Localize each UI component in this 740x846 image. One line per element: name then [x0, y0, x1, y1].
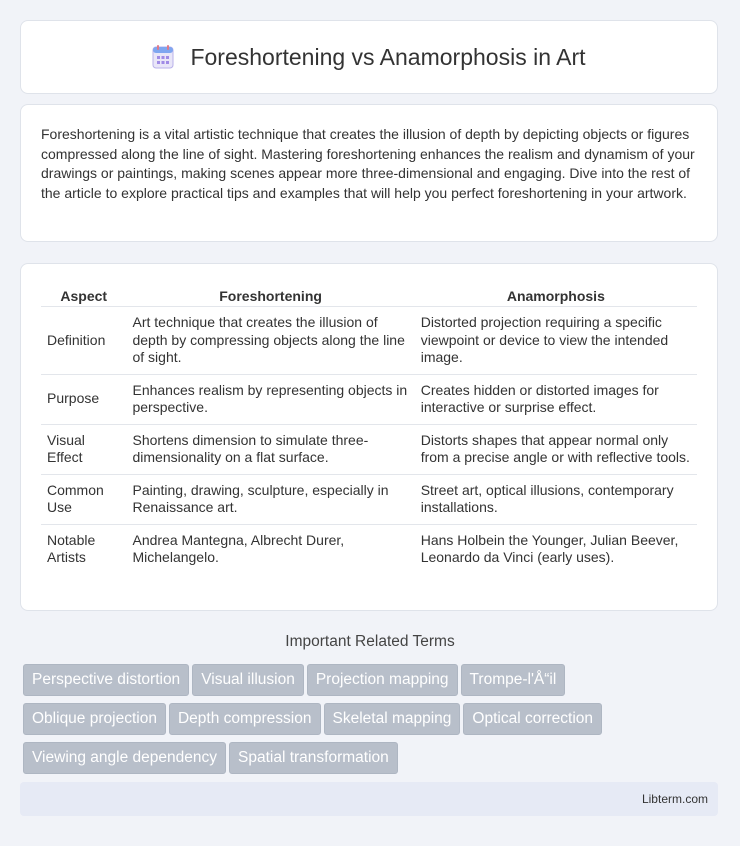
row-aspect: Definition [41, 307, 126, 375]
related-terms-title: Important Related Terms [285, 633, 455, 650]
row-aspect: Common Use [41, 474, 126, 524]
row-aspect: Purpose [41, 374, 126, 424]
page-title: Foreshortening vs Anamorphosis in Art [190, 43, 586, 70]
table-row [41, 307, 697, 375]
table-row [41, 374, 697, 424]
table-row [41, 524, 697, 574]
header-aspect: Aspect [60, 288, 108, 304]
related-terms-list [23, 664, 723, 781]
related-term-tag[interactable]: Projection mapping [307, 664, 458, 696]
intro-card [20, 104, 718, 242]
related-term-tag[interactable]: Viewing angle dependency [23, 742, 226, 774]
row-foreshortening: Enhances realism by representing objects in perspective. [126, 374, 414, 424]
row-foreshortening: Shortens dimension to simulate three-dimensionality on a flat surface. [126, 424, 414, 474]
intro-text: Foreshortening is a vital artistic technique that creates the illusion of depth by depicting objects or figures compressed along the line of sight. Mastering foreshortening enhances the realism and dynamism of your drawings or paintings, making scenes appear more three-dimensional and engaging. Dive into the rest of the article to explore practical tips and examples that will help you perfect foreshortening in your artwork. [41, 126, 695, 201]
footer-site-link[interactable]: Libterm.com [641, 792, 708, 806]
related-term-tag[interactable]: Skeletal mapping [324, 703, 461, 735]
row-aspect: Visual Effect [41, 424, 126, 474]
table-row [41, 474, 697, 524]
row-anamorphosis: Distorts shapes that appear normal only from a precise angle or with reflective tools. [415, 424, 697, 474]
header-anamorphosis: Anamorphosis [506, 288, 605, 304]
related-term-tag[interactable]: Trompe-l'Å“il [461, 664, 566, 696]
table-row [41, 424, 697, 474]
comparison-table [41, 284, 697, 574]
table-header-row [41, 284, 697, 307]
related-term-tag[interactable]: Depth compression [169, 703, 321, 735]
comparison-card [20, 263, 718, 611]
related-term-tag[interactable]: Perspective distortion [23, 664, 189, 696]
related-term-tag[interactable]: Oblique projection [23, 703, 166, 735]
row-anamorphosis: Street art, optical illusions, contemporary installations. [415, 474, 697, 524]
footer [20, 782, 718, 816]
row-foreshortening: Art technique that creates the illusion of depth by compressing objects along the line of sight. [126, 307, 414, 375]
row-anamorphosis: Hans Holbein the Younger, Julian Beever, Leonardo da Vinci (early uses). [415, 524, 697, 574]
row-anamorphosis: Creates hidden or distorted images for interactive or surprise effect. [415, 374, 697, 424]
row-anamorphosis: Distorted projection requiring a specific viewpoint or device to view the intended image. [415, 307, 697, 375]
row-foreshortening: Painting, drawing, sculpture, especially in Renaissance art. [126, 474, 414, 524]
row-aspect: Notable Artists [41, 524, 126, 574]
row-foreshortening: Andrea Mantegna, Albrecht Durer, Michelangelo. [126, 524, 414, 574]
related-term-tag[interactable]: Optical correction [463, 703, 602, 735]
header-card [20, 20, 718, 94]
header-foreshortening: Foreshortening [219, 288, 322, 304]
related-term-tag[interactable]: Visual illusion [192, 664, 304, 696]
related-term-tag[interactable]: Spatial transformation [229, 742, 398, 774]
calendar-grid-icon [152, 44, 174, 70]
